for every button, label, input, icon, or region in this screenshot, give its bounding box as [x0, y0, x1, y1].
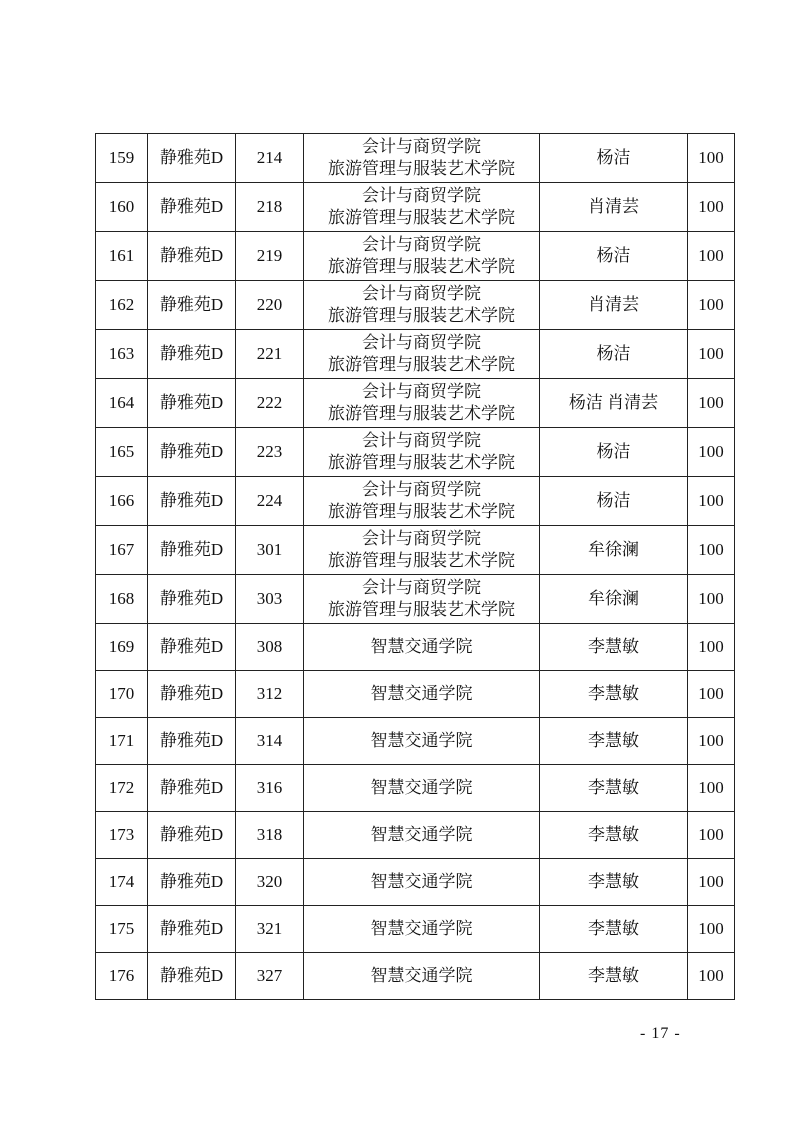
college-cell — [304, 477, 540, 526]
building-cell: 静雅苑D — [148, 281, 236, 330]
score-cell: 100 — [688, 330, 735, 379]
college-cell — [304, 765, 540, 812]
room-cell: 316 — [236, 765, 304, 812]
college-name: 智慧交通学院 — [370, 778, 473, 797]
room-cell: 222 — [236, 379, 304, 428]
teacher-cell: 杨洁 — [540, 134, 688, 183]
table-row — [96, 765, 735, 812]
teacher-cell: 杨洁 — [540, 477, 688, 526]
score-cell: 100 — [688, 183, 735, 232]
building-cell: 静雅苑D — [148, 575, 236, 624]
college-cell — [304, 183, 540, 232]
score-cell: 100 — [688, 379, 735, 428]
college-name: 会计与商贸学院 — [362, 480, 481, 499]
score-cell: 100 — [688, 859, 735, 906]
teacher-cell: 李慧敏 — [540, 671, 688, 718]
table-row — [96, 281, 735, 330]
college-name: 智慧交通学院 — [370, 637, 473, 656]
teacher-cell: 李慧敏 — [540, 718, 688, 765]
score-cell: 100 — [688, 575, 735, 624]
row-number-cell: 170 — [96, 671, 148, 718]
college-cell — [304, 281, 540, 330]
college-name: 会计与商贸学院 — [362, 284, 481, 303]
college-name: 旅游管理与服装艺术学院 — [328, 600, 515, 619]
score-cell: 100 — [688, 232, 735, 281]
row-number-cell: 167 — [96, 526, 148, 575]
building-cell: 静雅苑D — [148, 718, 236, 765]
score-cell: 100 — [688, 477, 735, 526]
college-cell — [304, 812, 540, 859]
college-name: 旅游管理与服装艺术学院 — [328, 502, 515, 521]
building-cell: 静雅苑D — [148, 812, 236, 859]
row-number-cell: 169 — [96, 624, 148, 671]
score-cell: 100 — [688, 718, 735, 765]
room-cell: 301 — [236, 526, 304, 575]
table-row — [96, 134, 735, 183]
college-cell — [304, 134, 540, 183]
score-cell: 100 — [688, 526, 735, 575]
score-cell: 100 — [688, 428, 735, 477]
table-row — [96, 953, 735, 1000]
building-cell: 静雅苑D — [148, 330, 236, 379]
building-cell: 静雅苑D — [148, 183, 236, 232]
college-cell — [304, 953, 540, 1000]
college-name: 会计与商贸学院 — [362, 186, 481, 205]
row-number-cell: 166 — [96, 477, 148, 526]
row-number-cell: 159 — [96, 134, 148, 183]
college-name: 旅游管理与服装艺术学院 — [328, 355, 515, 374]
college-name: 旅游管理与服装艺术学院 — [328, 306, 515, 325]
teacher-cell: 肖清芸 — [540, 183, 688, 232]
page-number: - 17 - — [640, 1025, 681, 1042]
teacher-cell: 李慧敏 — [540, 765, 688, 812]
teacher-cell: 杨洁 — [540, 428, 688, 477]
room-cell: 314 — [236, 718, 304, 765]
college-cell — [304, 379, 540, 428]
row-number-cell: 174 — [96, 859, 148, 906]
table-row — [96, 526, 735, 575]
score-cell: 100 — [688, 624, 735, 671]
table-row — [96, 183, 735, 232]
teacher-cell: 牟徐澜 — [540, 526, 688, 575]
table-row — [96, 671, 735, 718]
room-cell: 303 — [236, 575, 304, 624]
room-cell: 327 — [236, 953, 304, 1000]
college-name: 智慧交通学院 — [370, 825, 473, 844]
row-number-cell: 176 — [96, 953, 148, 1000]
room-cell: 312 — [236, 671, 304, 718]
room-cell: 214 — [236, 134, 304, 183]
row-number-cell: 172 — [96, 765, 148, 812]
row-number-cell: 161 — [96, 232, 148, 281]
score-cell: 100 — [688, 906, 735, 953]
room-cell: 308 — [236, 624, 304, 671]
college-name: 会计与商贸学院 — [362, 235, 481, 254]
teacher-cell: 李慧敏 — [540, 953, 688, 1000]
college-name: 会计与商贸学院 — [362, 578, 481, 597]
building-cell: 静雅苑D — [148, 765, 236, 812]
building-cell: 静雅苑D — [148, 953, 236, 1000]
building-cell: 静雅苑D — [148, 232, 236, 281]
college-name: 智慧交通学院 — [370, 966, 473, 985]
row-number-cell: 175 — [96, 906, 148, 953]
score-cell: 100 — [688, 953, 735, 1000]
college-name: 旅游管理与服装艺术学院 — [328, 453, 515, 472]
score-cell: 100 — [688, 671, 735, 718]
room-cell: 320 — [236, 859, 304, 906]
score-cell: 100 — [688, 134, 735, 183]
college-cell — [304, 906, 540, 953]
college-name: 智慧交通学院 — [370, 684, 473, 703]
score-cell: 100 — [688, 765, 735, 812]
row-number-cell: 171 — [96, 718, 148, 765]
table-body — [96, 134, 735, 1000]
score-cell: 100 — [688, 812, 735, 859]
building-cell: 静雅苑D — [148, 671, 236, 718]
room-cell: 221 — [236, 330, 304, 379]
row-number-cell: 165 — [96, 428, 148, 477]
college-name: 会计与商贸学院 — [362, 529, 481, 548]
college-cell — [304, 428, 540, 477]
teacher-cell: 李慧敏 — [540, 906, 688, 953]
building-cell: 静雅苑D — [148, 859, 236, 906]
table-row — [96, 906, 735, 953]
room-cell: 219 — [236, 232, 304, 281]
building-cell: 静雅苑D — [148, 624, 236, 671]
teacher-cell: 肖清芸 — [540, 281, 688, 330]
row-number-cell: 162 — [96, 281, 148, 330]
college-name: 旅游管理与服装艺术学院 — [328, 404, 515, 423]
college-name: 旅游管理与服装艺术学院 — [328, 551, 515, 570]
table-row — [96, 232, 735, 281]
college-cell — [304, 859, 540, 906]
room-cell: 318 — [236, 812, 304, 859]
table-row — [96, 812, 735, 859]
teacher-cell: 李慧敏 — [540, 812, 688, 859]
room-cell: 218 — [236, 183, 304, 232]
college-name: 智慧交通学院 — [370, 919, 473, 938]
teacher-cell: 李慧敏 — [540, 859, 688, 906]
table-row — [96, 330, 735, 379]
building-cell: 静雅苑D — [148, 428, 236, 477]
college-name: 会计与商贸学院 — [362, 431, 481, 450]
teacher-cell: 杨洁 — [540, 232, 688, 281]
college-name: 智慧交通学院 — [370, 872, 473, 891]
college-cell — [304, 718, 540, 765]
table-row — [96, 859, 735, 906]
teacher-cell: 李慧敏 — [540, 624, 688, 671]
table-row — [96, 575, 735, 624]
score-cell: 100 — [688, 281, 735, 330]
college-name: 会计与商贸学院 — [362, 333, 481, 352]
row-number-cell: 173 — [96, 812, 148, 859]
college-name: 会计与商贸学院 — [362, 137, 481, 156]
dormitory-table — [95, 133, 735, 1000]
teacher-cell: 杨洁 — [540, 330, 688, 379]
room-cell: 220 — [236, 281, 304, 330]
row-number-cell: 163 — [96, 330, 148, 379]
building-cell: 静雅苑D — [148, 526, 236, 575]
room-cell: 223 — [236, 428, 304, 477]
teacher-cell: 牟徐澜 — [540, 575, 688, 624]
building-cell: 静雅苑D — [148, 906, 236, 953]
college-cell — [304, 624, 540, 671]
row-number-cell: 164 — [96, 379, 148, 428]
row-number-cell: 160 — [96, 183, 148, 232]
college-name: 旅游管理与服装艺术学院 — [328, 257, 515, 276]
table-row — [96, 477, 735, 526]
college-name: 旅游管理与服装艺术学院 — [328, 208, 515, 227]
building-cell: 静雅苑D — [148, 379, 236, 428]
teacher-cell: 杨洁 肖清芸 — [540, 379, 688, 428]
college-name: 旅游管理与服装艺术学院 — [328, 159, 515, 178]
row-number-cell: 168 — [96, 575, 148, 624]
room-cell: 224 — [236, 477, 304, 526]
table-row — [96, 718, 735, 765]
building-cell: 静雅苑D — [148, 134, 236, 183]
table-row — [96, 379, 735, 428]
college-name: 智慧交通学院 — [370, 731, 473, 750]
college-cell — [304, 232, 540, 281]
college-cell — [304, 671, 540, 718]
college-name: 会计与商贸学院 — [362, 382, 481, 401]
college-cell — [304, 330, 540, 379]
college-cell — [304, 575, 540, 624]
table-row — [96, 428, 735, 477]
room-cell: 321 — [236, 906, 304, 953]
table-row — [96, 624, 735, 671]
college-cell — [304, 526, 540, 575]
building-cell: 静雅苑D — [148, 477, 236, 526]
